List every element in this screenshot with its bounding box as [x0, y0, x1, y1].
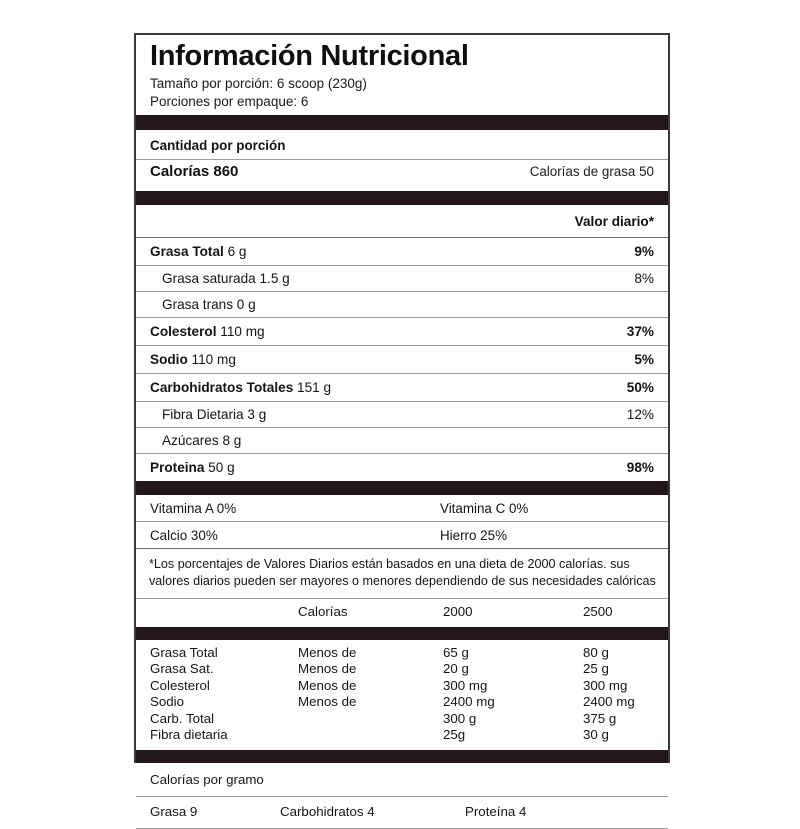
- nutrient-daily-value: 50%: [626, 380, 654, 396]
- reference-table-row: [136, 694, 668, 711]
- reference-cell-col4: 80 g: [583, 644, 609, 660]
- reference-cell-col3: 300 mg: [443, 677, 488, 693]
- reference-cell-col1: Fibra dietaria: [150, 727, 228, 743]
- reference-table-row: [136, 727, 668, 744]
- nutrient-name: Grasa trans: [162, 297, 234, 313]
- nutrient-name: Colesterol: [150, 324, 217, 340]
- reference-table-body: [136, 640, 668, 750]
- nutrient-row: [136, 318, 668, 345]
- nutrient-name: Sodio: [150, 352, 188, 368]
- divider-bar-calories: [136, 191, 668, 205]
- reference-cell-col2: [298, 711, 443, 728]
- nutrient-name-amount: [150, 297, 256, 312]
- reference-cell-col2: Menos de: [298, 677, 357, 693]
- page-title: Información Nutricional: [150, 40, 469, 72]
- reference-cell-col2: Menos de: [298, 694, 357, 710]
- nutrient-name: Azúcares: [162, 433, 219, 449]
- nutrient-amount: 8 g: [222, 433, 242, 449]
- reference-cell-col3: 300 g: [443, 710, 477, 726]
- vitamin-row: [136, 522, 668, 548]
- nutrient-row: [136, 402, 668, 427]
- reference-cell-col4: 375 g: [583, 710, 617, 726]
- nutrient-amount: 110 mg: [191, 352, 236, 368]
- reference-table-row: [136, 645, 668, 662]
- reference-cell-col1: Sodio: [150, 694, 185, 710]
- calories-per-gram-row: [136, 797, 668, 828]
- calories-per-gram-title: Calorías por gramo: [150, 772, 264, 788]
- reference-cell-col1: Grasa Total: [150, 644, 218, 660]
- vitamin-right: Hierro 25%: [440, 527, 507, 543]
- nutrient-daily-value: 37%: [626, 324, 654, 340]
- nutrient-row: [136, 266, 668, 291]
- nutrient-daily-value: 9%: [634, 244, 654, 260]
- calories-per-gram-fat: Grasa 9: [150, 804, 198, 820]
- nutrient-amount: 50 g: [208, 460, 235, 476]
- nutrient-amount: 6 g: [227, 244, 247, 260]
- ref-header-col3: 2000: [443, 604, 473, 620]
- vitamin-left: Calcio 30%: [150, 527, 218, 543]
- reference-cell-col3: 20 g: [443, 661, 469, 677]
- calories-label: Calorías 860: [150, 163, 239, 181]
- calories-from-fat-label: Calorías de grasa 50: [529, 164, 654, 180]
- nutrient-name-amount: [150, 271, 290, 286]
- nutrient-name: Fibra Dietaria: [162, 407, 244, 423]
- calories-per-gram-protein: Proteína 4: [465, 804, 527, 820]
- nutrient-amount: 0 g: [236, 297, 256, 313]
- daily-value-header: Valor diario*: [574, 213, 654, 229]
- nutrient-row: [136, 428, 668, 453]
- nutrient-list: [136, 238, 668, 481]
- nutrient-daily-value: 12%: [626, 407, 654, 423]
- nutrient-row: [136, 346, 668, 373]
- nutrient-name: Carbohidratos Totales: [150, 380, 294, 396]
- daily-value-footnote: *Los porcentajes de Valores Diarios están basados en una dieta de 2000 calorías. sus valores diarios pueden ser mayores o menores dependiendo de sus necesidades calóricas: [149, 557, 656, 589]
- nutrient-daily-value: 98%: [626, 460, 654, 476]
- reference-cell-col3: 65 g: [443, 644, 469, 660]
- reference-cell-col1: Grasa Sat.: [150, 661, 214, 677]
- nutrient-name: Proteina: [150, 460, 205, 476]
- divider-bar-reference: [136, 627, 668, 640]
- servings-per-container-text: Porciones por empaque: 6: [150, 94, 309, 110]
- reference-cell-col2: Menos de: [298, 661, 357, 677]
- reference-cell-col4: 2400 mg: [583, 694, 635, 710]
- reference-table-row: [136, 678, 668, 695]
- nutrient-amount: 1.5 g: [259, 271, 290, 287]
- label-header: [136, 35, 668, 115]
- nutrient-row: [136, 454, 668, 481]
- nutrient-name: Grasa saturada: [162, 271, 256, 287]
- nutrient-amount: 151 g: [297, 380, 332, 396]
- nutrient-row: [136, 238, 668, 265]
- calories-row: [136, 160, 668, 191]
- reference-cell-col1: Colesterol: [150, 677, 210, 693]
- ref-header-col2: Calorías: [298, 604, 348, 620]
- reference-table-row: [136, 711, 668, 728]
- nutrient-name-amount: [150, 352, 236, 367]
- reference-cell-col3: 2400 mg: [443, 694, 495, 710]
- calories-per-gram-carbs: Carbohidratos 4: [280, 804, 375, 820]
- nutrient-name: Grasa Total: [150, 244, 224, 260]
- ref-header-col4: 2500: [583, 604, 613, 620]
- reference-cell-col4: 30 g: [583, 727, 609, 743]
- vitamin-left: Vitamina A 0%: [150, 500, 237, 516]
- nutrient-daily-value: 8%: [634, 271, 654, 287]
- nutrition-facts-panel: [134, 33, 670, 820]
- reference-cell-col2: [298, 727, 443, 744]
- amount-per-serving-label: Cantidad por porción: [150, 137, 286, 153]
- reference-cell-col1: Carb. Total: [150, 710, 215, 726]
- reference-table-row: [136, 661, 668, 678]
- nutrient-name-amount: [150, 407, 266, 422]
- nutrient-amount: 110 mg: [220, 324, 265, 340]
- serving-size-text: Tamaño por porción: 6 scoop (230g): [150, 76, 367, 92]
- nutrient-name-amount: [150, 244, 246, 259]
- nutrient-row: [136, 292, 668, 317]
- nutrient-daily-value: 5%: [634, 352, 654, 368]
- amount-per-serving-row: [136, 130, 668, 159]
- divider-bar-top: [136, 115, 668, 130]
- nutrient-row: [136, 374, 668, 401]
- divider-bar-vitamins: [136, 481, 668, 495]
- reference-cell-col2: Menos de: [298, 644, 357, 660]
- nutrient-name-amount: [150, 433, 241, 448]
- vitamin-row: [136, 495, 668, 521]
- nutrient-name-amount: [150, 380, 331, 395]
- nutrition-facts-inner: [136, 35, 668, 820]
- vitamin-list: [136, 495, 668, 548]
- divider-bar-bottom: [136, 750, 668, 763]
- reference-table-header: [136, 599, 668, 627]
- reference-cell-col3: 25g: [443, 727, 466, 743]
- nutrient-name-amount: [150, 324, 265, 339]
- vitamin-right: Vitamina C 0%: [440, 500, 529, 516]
- nutrient-name-amount: [150, 460, 235, 475]
- reference-cell-col4: 25 g: [583, 661, 609, 677]
- nutrient-amount: 3 g: [247, 407, 267, 423]
- reference-cell-col4: 300 mg: [583, 677, 628, 693]
